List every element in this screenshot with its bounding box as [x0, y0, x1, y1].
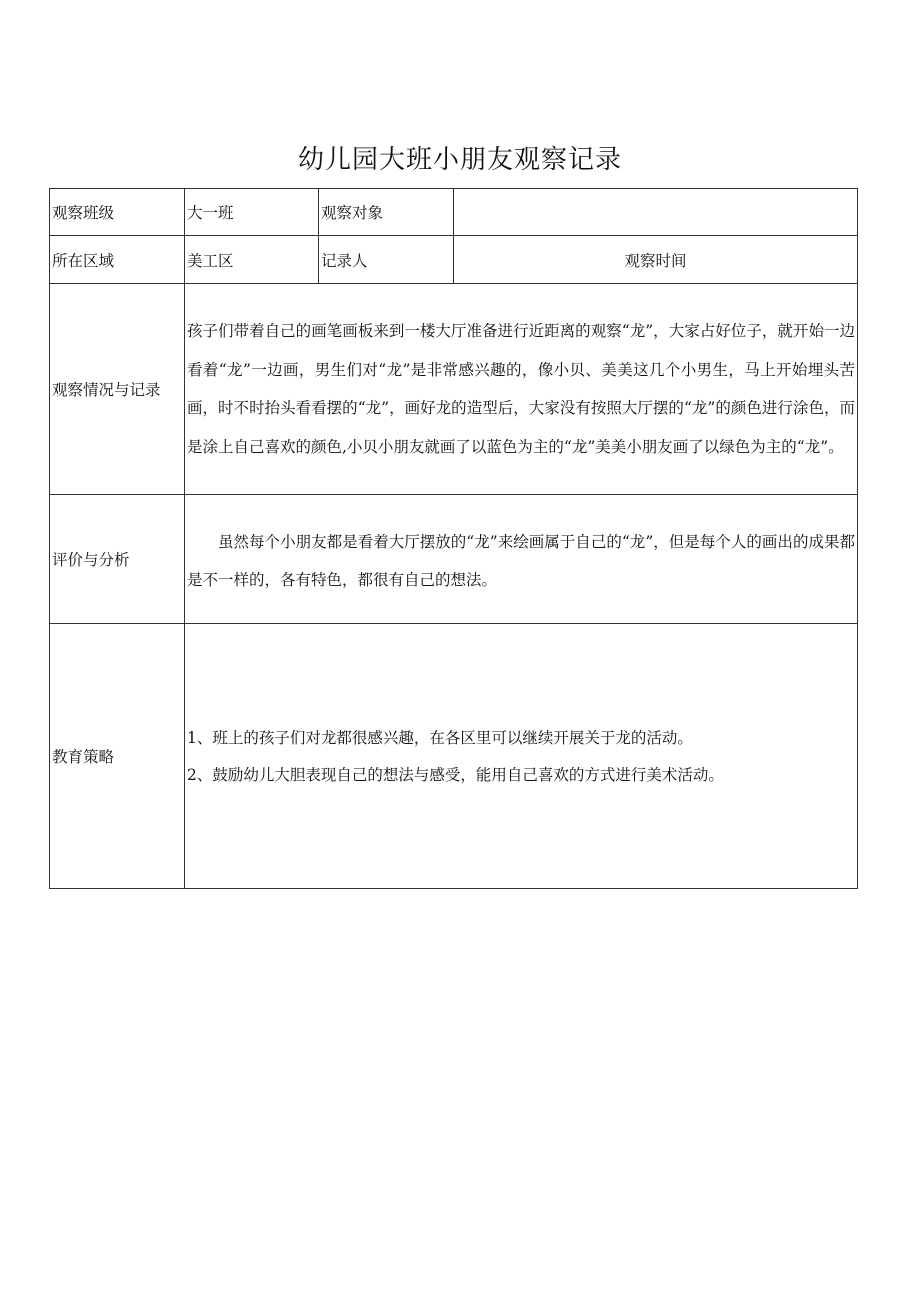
recorder-label: 记录人 [319, 236, 454, 284]
subject-label: 观察对象 [319, 189, 454, 236]
table-row-observation [50, 284, 858, 495]
observation-cell [185, 284, 858, 495]
table-row-class [50, 189, 858, 236]
subject-value [454, 189, 858, 236]
class-value: 大一班 [185, 189, 319, 236]
observation-label: 观察情况与记录 [50, 284, 185, 495]
strategy-item-1: 1、班上的孩子们对龙都很感兴趣，在各区里可以继续开展关于龙的活动。 [187, 729, 693, 747]
strategy-label: 教育策略 [50, 624, 185, 889]
observation-text: 孩子们带着自己的画笔画板来到一楼大厅准备进行近距离的观察“龙”，大家占好位子，就开始一边看着“龙”一边画，男生们对“龙”是非常感兴趣的，像小贝、美美这几个小男生，马上开始埋头苦画，时不时抬头看看摆的“龙”，画好龙的造型后，大家没有按照大厅摆的“龙”的颜色进行涂色，而是涂上自己喜欢的颜色,小贝小朋友就画了以蓝色为主的“龙”美美小朋友画了以绿色为主的“龙”。 [187, 322, 855, 456]
time-label: 观察时间 [454, 236, 858, 284]
strategy-cell [185, 624, 858, 889]
table-row-area [50, 236, 858, 284]
area-label: 所在区域 [50, 236, 185, 284]
page-title: 幼儿园大班小朋友观察记录 [297, 145, 622, 175]
strategy-item-2: 2、鼓励幼儿大胆表现自己的想法与感受，能用自己喜欢的方式进行美术活动。 [187, 766, 724, 784]
class-label: 观察班级 [50, 189, 185, 236]
observation-record-table [49, 188, 858, 889]
table-row-evaluation [50, 495, 858, 624]
area-value: 美工区 [185, 236, 319, 284]
table-row-strategy [50, 624, 858, 889]
evaluation-text: 虽然每个小朋友都是看着大厅摆放的“龙”来绘画属于自己的“龙”，但是每个人的画出的成果都是不一样的，各有特色，都很有自己的想法。 [187, 532, 855, 589]
evaluation-label: 评价与分析 [50, 495, 185, 624]
evaluation-cell [185, 495, 858, 624]
